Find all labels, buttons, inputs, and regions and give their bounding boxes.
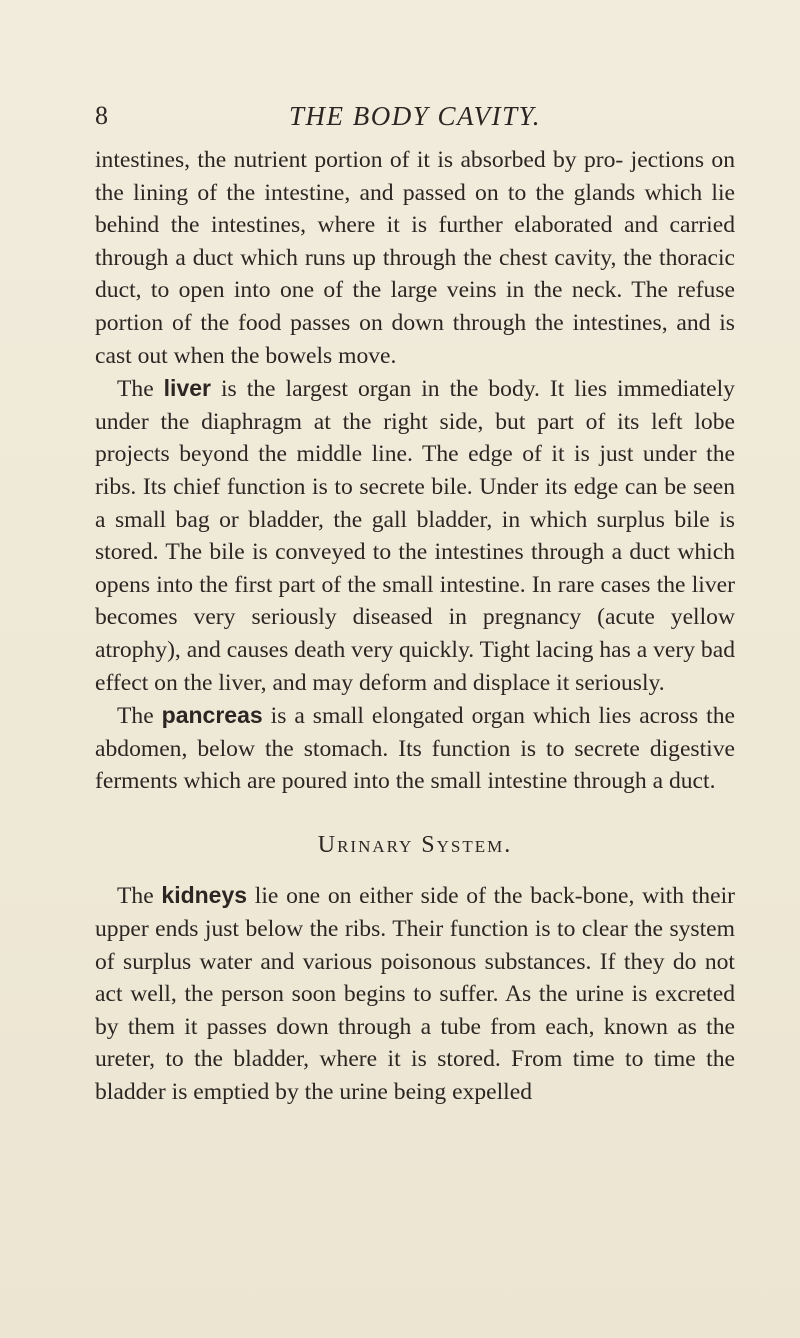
section-heading-urinary-system: Urinary System.: [317, 831, 513, 858]
paragraph-pancreas-text: is a small elongated organ which lies across the abdomen, below the stomach. Its function is to secrete digestive ferments which are poured into the small intestine through a duct.: [95, 703, 735, 795]
term-liver: liver: [163, 375, 211, 402]
paragraph-liver-lead: The: [117, 376, 164, 403]
paragraph-pancreas: [95, 699, 735, 798]
paragraph-kidneys: [95, 879, 735, 1108]
paragraph-liver: [95, 372, 735, 699]
running-head: THE BODY CAVITY.: [289, 101, 541, 131]
term-kidneys: kidneys: [161, 882, 248, 909]
page-header: [95, 96, 735, 136]
paragraph-liver-text: is the largest organ in the body. It lies immediately under the diaphragm at the right side, but part of its left lobe projects beyond the middle line. The edge of it is just under the ribs. Its chief function is to secrete bile. Under its edge can be seen a small bag or bladder, the gall bladder, in which surplus bile is stored. The bile is conveyed to the intestines through a duct which opens into the first part of the small intestine. In rare cases the liver becomes very seriously diseased in pregnancy (acute yellow atrophy), and causes death very quickly. Tight lacing has a very bad effect on the liver, and may deform and displace it seriously.: [95, 376, 735, 696]
paragraph-intestines: intestines, the nutrient portion of it is absorbed by pro- jections on the lining of the intestine, and passed on to the glands which lie behind the intestines, where it is further elaborated and carried through a duct which runs up through the chest cavity, the thoracic duct, to open into one of the large veins in the neck. The refuse portion of the food passes on down through the intestines, and is cast out when the bowels move.: [95, 147, 735, 369]
term-pancreas: pancreas: [161, 702, 263, 729]
page-number: 8: [95, 101, 108, 130]
paragraph-kidneys-lead: The: [117, 883, 162, 910]
body-text: [95, 144, 735, 1109]
paragraph-pancreas-lead: The: [117, 703, 162, 730]
paragraph-kidneys-text: lie one on either side of the back-bone, with their upper ends just below the ribs. Their function is to clear the system of surplus water and various poisonous substances. If they do not act well, the person soon begins to suffer. As the urine is excreted by them it passes down through a tube from each, known as the ureter, to the bladder, where it is stored. From time to time the bladder is emptied by the urine being expelled: [95, 883, 735, 1106]
